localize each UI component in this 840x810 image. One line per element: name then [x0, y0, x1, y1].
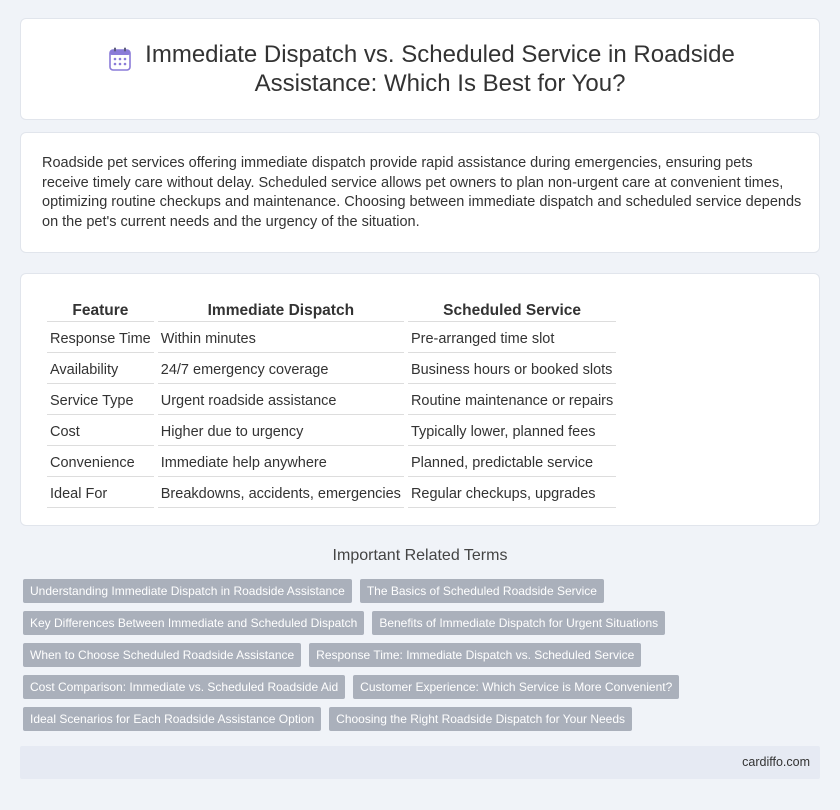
table-cell: Urgent roadside assistance — [158, 387, 404, 415]
table-row — [47, 325, 616, 353]
table-row — [47, 387, 616, 415]
related-term-tag[interactable]: Ideal Scenarios for Each Roadside Assistance Option — [23, 707, 321, 731]
table-cell: Convenience — [47, 449, 154, 477]
column-header-feature: Feature — [47, 300, 154, 322]
footer-site-link[interactable]: cardiffo.com — [742, 755, 810, 769]
table-cell: Business hours or booked slots — [408, 356, 616, 384]
table-cell: Cost — [47, 418, 154, 446]
related-term-tag[interactable]: Key Differences Between Immediate and Scheduled Dispatch — [23, 611, 364, 635]
tag-row — [23, 579, 823, 603]
related-term-tag[interactable]: Understanding Immediate Dispatch in Roadside Assistance — [23, 579, 352, 603]
related-terms-list — [23, 579, 823, 739]
table-row — [47, 480, 616, 508]
table-cell: Immediate help anywhere — [158, 449, 404, 477]
page-title: Immediate Dispatch vs. Scheduled Service in Roadside Assistance: Which Is Best for You? — [145, 41, 735, 97]
table-row — [47, 449, 616, 477]
intro-paragraph: Roadside pet services offering immediate dispatch provide rapid assistance during emergencies, ensuring pets receive timely care without delay. Scheduled service allows pet owners to plan non-urgent care at convenient times, optimizing routine checkups and maintenance. Choosing between immediate dispatch and scheduled service depends on the pet's current needs and the urgency of the situation. — [42, 155, 802, 230]
intro-card — [20, 132, 820, 253]
comparison-card — [20, 273, 820, 526]
table-row — [47, 418, 616, 446]
table-cell: Routine maintenance or repairs — [408, 387, 616, 415]
header-card — [20, 18, 820, 120]
related-terms-heading: Important Related Terms — [332, 547, 508, 564]
calendar-icon — [109, 47, 131, 71]
tag-row — [23, 675, 823, 699]
table-cell: Typically lower, planned fees — [408, 418, 616, 446]
tag-row — [23, 707, 823, 731]
tag-row — [23, 643, 823, 667]
related-term-tag[interactable]: Cost Comparison: Immediate vs. Scheduled Roadside Aid — [23, 675, 345, 699]
column-header-immediate: Immediate Dispatch — [158, 300, 404, 322]
table-cell: 24/7 emergency coverage — [158, 356, 404, 384]
table-cell: Higher due to urgency — [158, 418, 404, 446]
tag-row — [23, 611, 823, 635]
related-term-tag[interactable]: Response Time: Immediate Dispatch vs. Scheduled Service — [309, 643, 641, 667]
table-cell: Within minutes — [158, 325, 404, 353]
table-cell: Regular checkups, upgrades — [408, 480, 616, 508]
table-cell: Service Type — [47, 387, 154, 415]
related-term-tag[interactable]: Customer Experience: Which Service is More Convenient? — [353, 675, 679, 699]
table-cell: Breakdowns, accidents, emergencies — [158, 480, 404, 508]
table-cell: Planned, predictable service — [408, 449, 616, 477]
comparison-table — [43, 297, 620, 511]
column-header-scheduled: Scheduled Service — [408, 300, 616, 322]
related-term-tag[interactable]: Benefits of Immediate Dispatch for Urgent Situations — [372, 611, 665, 635]
table-cell: Pre-arranged time slot — [408, 325, 616, 353]
table-cell: Ideal For — [47, 480, 154, 508]
footer — [20, 746, 820, 779]
table-cell: Response Time — [47, 325, 154, 353]
table-cell: Availability — [47, 356, 154, 384]
related-term-tag[interactable]: Choosing the Right Roadside Dispatch for Your Needs — [329, 707, 632, 731]
table-row — [47, 356, 616, 384]
related-term-tag[interactable]: When to Choose Scheduled Roadside Assistance — [23, 643, 301, 667]
related-term-tag[interactable]: The Basics of Scheduled Roadside Service — [360, 579, 604, 603]
table-header-row — [47, 300, 616, 322]
